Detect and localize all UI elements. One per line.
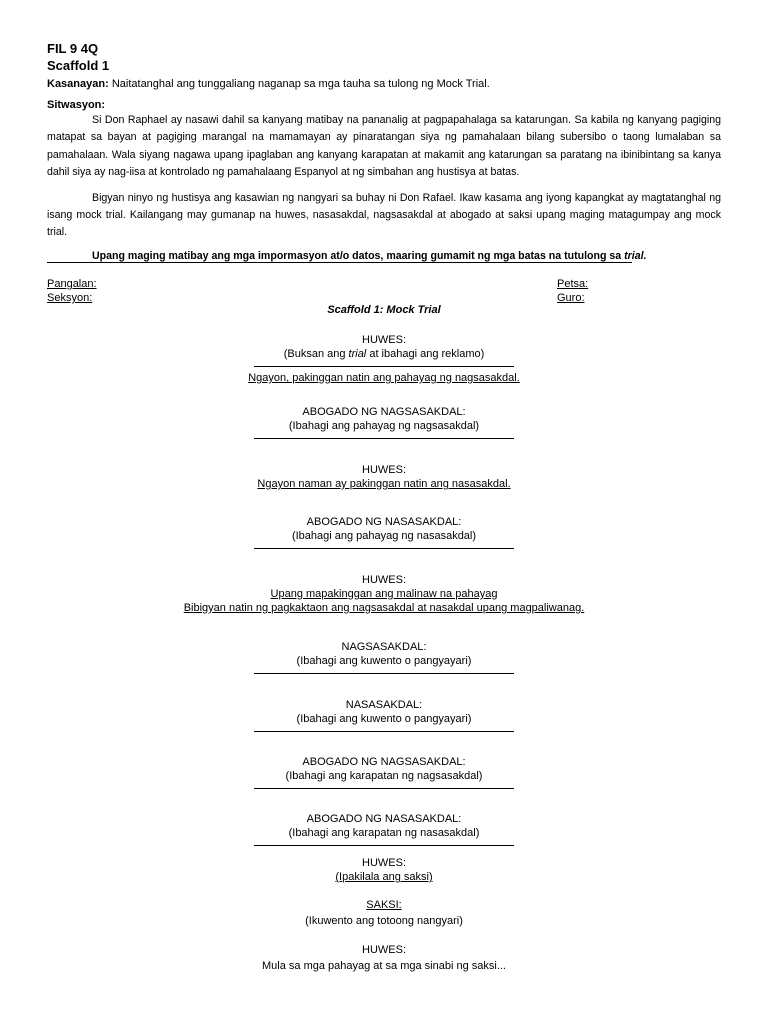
stage-instruction: (Ibahagi ang karapatan ng nasasakdal) [288,827,480,839]
spoken-line: Upang mapakinggan ang malinaw na pahayag [270,588,498,600]
spoken-line: Ngayon naman ay pakinggan natin ang nasasakdal. [257,478,511,490]
stage-instruction: (Ibahagi ang pahayag ng nagsasakdal) [288,420,480,432]
script-block-nagsasakdal [0,640,768,674]
stage-instruction: (Ibahagi ang karapatan ng nagsasakdal) [285,770,483,782]
spoken-line: Bibigyan natin ng pagkaktaon ang nagsasakdal at nasakdal upang magpaliwanag. [183,602,585,614]
answer-line[interactable] [254,731,514,732]
answer-line[interactable] [254,788,514,789]
scaffold-heading: Scaffold 1 [47,58,110,73]
role-label: ABOGADO NG NASASAKDAL: [306,813,462,825]
kasanayan-text: Naitatanghal ang tunggaliang naganap sa mga tauha sa tulong ng Mock Trial. [111,78,490,90]
script-block-abogado-nagsasakdal-2 [0,755,768,789]
stage-instruction: (Ibahagi ang kuwento o pangyayari) [296,713,472,725]
instruction [47,250,721,262]
petsa-field[interactable]: Petsa: [557,278,589,290]
role-label: NASASAKDAL: [345,699,423,711]
script-block-nasasakdal [0,698,768,732]
answer-line[interactable] [254,438,514,439]
script-block-huwes-1 [0,333,768,385]
stage-instruction: (Ibahagi ang pahayag ng nasasakdal) [291,530,477,542]
spoken-line: Ngayon, pakinggan natin ang pahayag ng nagsasakdal. [248,372,520,384]
pangalan-field[interactable]: Pangalan: [47,278,97,290]
role-label: HUWES: [362,857,406,869]
stage-instruction: (Buksan ang trial at ibahagi ang reklamo) [283,348,485,360]
role-label: NAGSASAKDAL: [341,641,427,653]
script-block-huwes-2 [0,463,768,491]
role-label: SAKSI: [366,899,402,911]
role-label: HUWES: [362,334,406,346]
script-block-saksi [0,898,768,928]
script-block-abogado-nagsasakdal-1 [0,405,768,439]
spoken-line: (Ipakilala ang saksi) [335,871,433,883]
student-info [47,277,97,305]
sitwasyon-paragraph-1: Si Don Raphael ay nasawi dahil sa kanyang matibay na pananalig at pagpapahalaga sa katarungan. Sa kabila ng kanyang pagiging matapat sa bayan at pagiging marangal na mamamayan ay pinaratangan siya ng pamahalaan bilang subersibo o taong lumalaban sa pamahalaan. Wala siyang nagawa upang ipaglaban ang kanyang karapatan at makamit ang katarungan sa paratang na ibinibintang sa kanya dahil siya ay nag-iisa at kontrolado ng pamahalaang Espanyol at ng simbahan ang hustisya at batas. [47,114,721,179]
scaffold-title: Scaffold 1: Mock Trial [327,304,441,316]
seksyon-field[interactable]: Seksyon: [47,292,93,304]
worksheet-header [47,40,721,262]
answer-line[interactable] [254,673,514,674]
divider [47,262,632,263]
script-block-huwes-5 [0,943,768,973]
kasanayan [47,78,721,90]
script-block-abogado-nasasakdal-1 [0,515,768,549]
stage-instruction: (Ikuwento ang totoong nangyari) [305,915,463,927]
course-code: FIL 9 4Q [47,41,99,56]
guro-field[interactable]: Guro: [557,292,585,304]
instruction-text: Upang maging matibay ang mga impormasyon at/o datos, maaring gumamit ng mga batas na tutulong sa [92,249,622,262]
role-label: ABOGADO NG NASASAKDAL: [306,516,462,528]
kasanayan-label: Kasanayan: [47,78,109,90]
instruction-italic: trial. [624,249,647,262]
answer-line[interactable] [254,366,514,367]
role-label: ABOGADO NG NAGSASAKDAL: [302,756,466,768]
role-label: HUWES: [362,574,406,586]
spoken-line: Mula sa mga pahayag at sa mga sinabi ng saksi... [262,960,506,972]
role-label: HUWES: [362,944,406,956]
script-block-huwes-4 [0,856,768,884]
role-label: HUWES: [362,464,406,476]
stage-instruction: (Ibahagi ang kuwento o pangyayari) [296,655,472,667]
teacher-info [557,277,588,305]
script-block-abogado-nasasakdal-2 [0,812,768,846]
answer-line[interactable] [254,845,514,846]
sitwasyon-heading: Sitwasyon: [47,99,106,111]
answer-line[interactable] [254,548,514,549]
sitwasyon-paragraph-2: Bigyan ninyo ng hustisya ang kasawian ng nangyari sa buhay ni Don Rafael. Ikaw kasama ang iyong kapangkat ay magtatanghal ng isang mock trial. Kailangang may gumanap na huwes, nasasakdal, nagsasakdal at abogado at saksi upang maging matagumpay ang mock trial. [47,191,721,239]
role-label: ABOGADO NG NAGSASAKDAL: [302,406,466,418]
script-block-huwes-3 [0,573,768,615]
